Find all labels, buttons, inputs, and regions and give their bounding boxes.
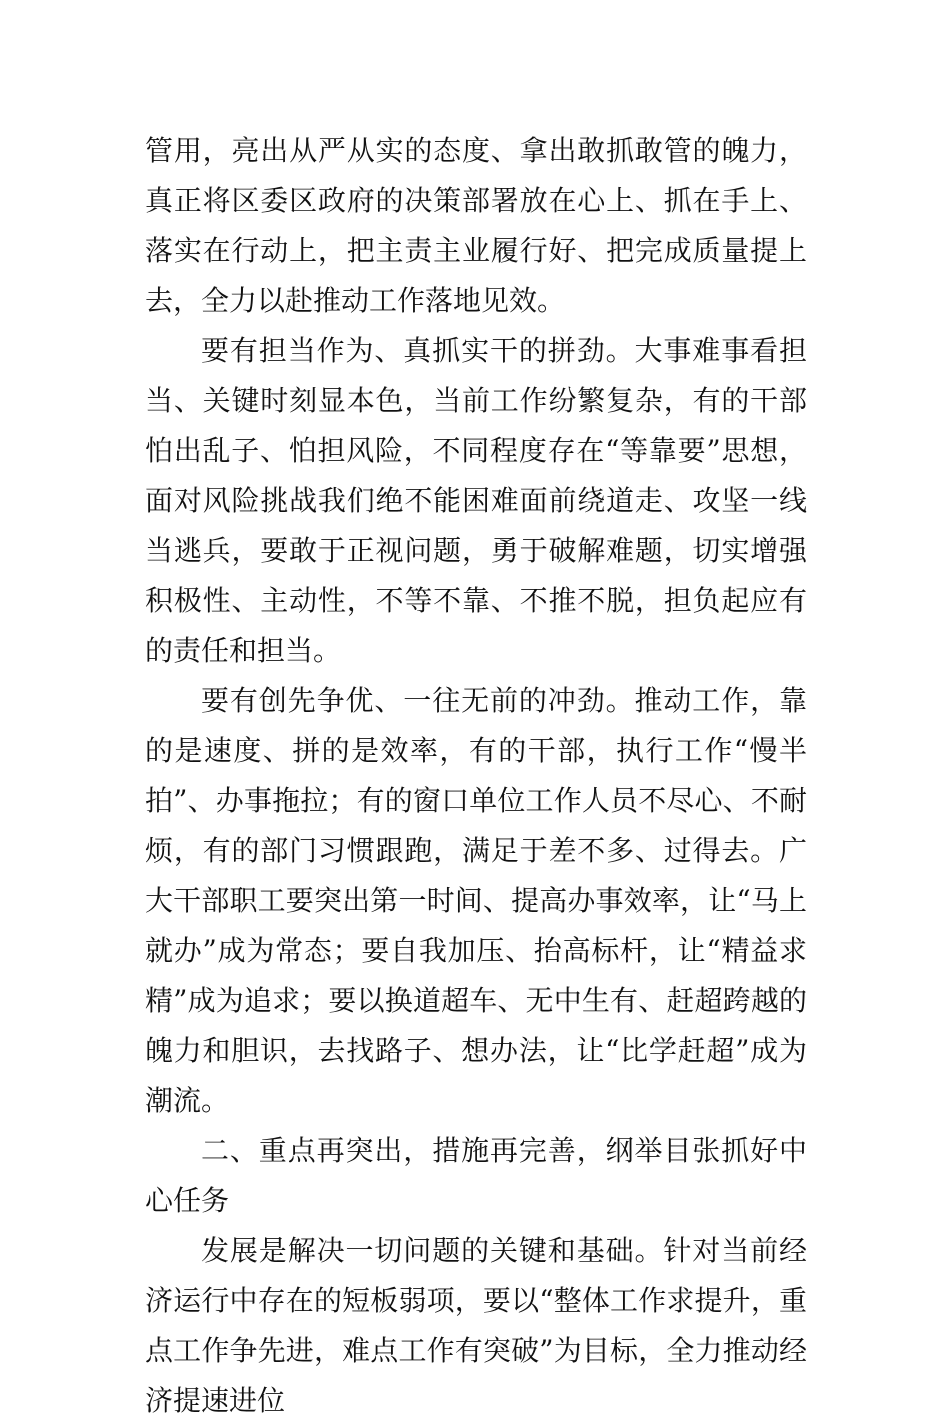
- paragraph-drive: 要有创先争优、一往无前的冲劲。推动工作，靠的是速度、拼的是效率，有的干部，执行工作“慢半拍”、办事拖拉；有的窗口单位工作人员不尽心、不耐烦，有的部门习惯跟跑，满足于差不多、过得去。广大干部职工要突出第一时间、提高办事效率，让“马上就办”成为常态；要自我加压、抬高标杆，让“精益求精”成为追求；要以换道超车、无中生有、赶超跨越的魄力和胆识，去找路子、想办法，让“比学赶超”成为潮流。: [145, 684, 807, 1117]
- paragraph-development: 发展是解决一切问题的关键和基础。针对当前经济运行中存在的短板弱项，要以“整体工作求提升，重点工作争先进，难点工作有突破”为目标，全力推动经济提速进位: [145, 1234, 807, 1417]
- document-page: [145, 126, 807, 1426]
- paragraph-continuation: 管用，亮出从严从实的态度、拿出敢抓敢管的魄力，真正将区委区政府的决策部署放在心上、抓在手上、落实在行动上，把主责主业履行好、把完成质量提上去，全力以赴推动工作落地见效。: [145, 134, 807, 317]
- section-heading: 二、重点再突出，措施再完善，纲举目张抓好中心任务: [145, 1134, 807, 1217]
- paragraph-dedication: 要有担当作为、真抓实干的拼劲。大事难事看担当、关键时刻显本色，当前工作纷繁复杂，有的干部怕出乱子、怕担风险，不同程度存在“等靠要”思想，面对风险挑战我们绝不能困难面前绕道走、攻坚一线当逃兵，要敢于正视问题，勇于破解难题，切实增强积极性、主动性，不等不靠、不推不脱，担负起应有的责任和担当。: [145, 334, 807, 667]
